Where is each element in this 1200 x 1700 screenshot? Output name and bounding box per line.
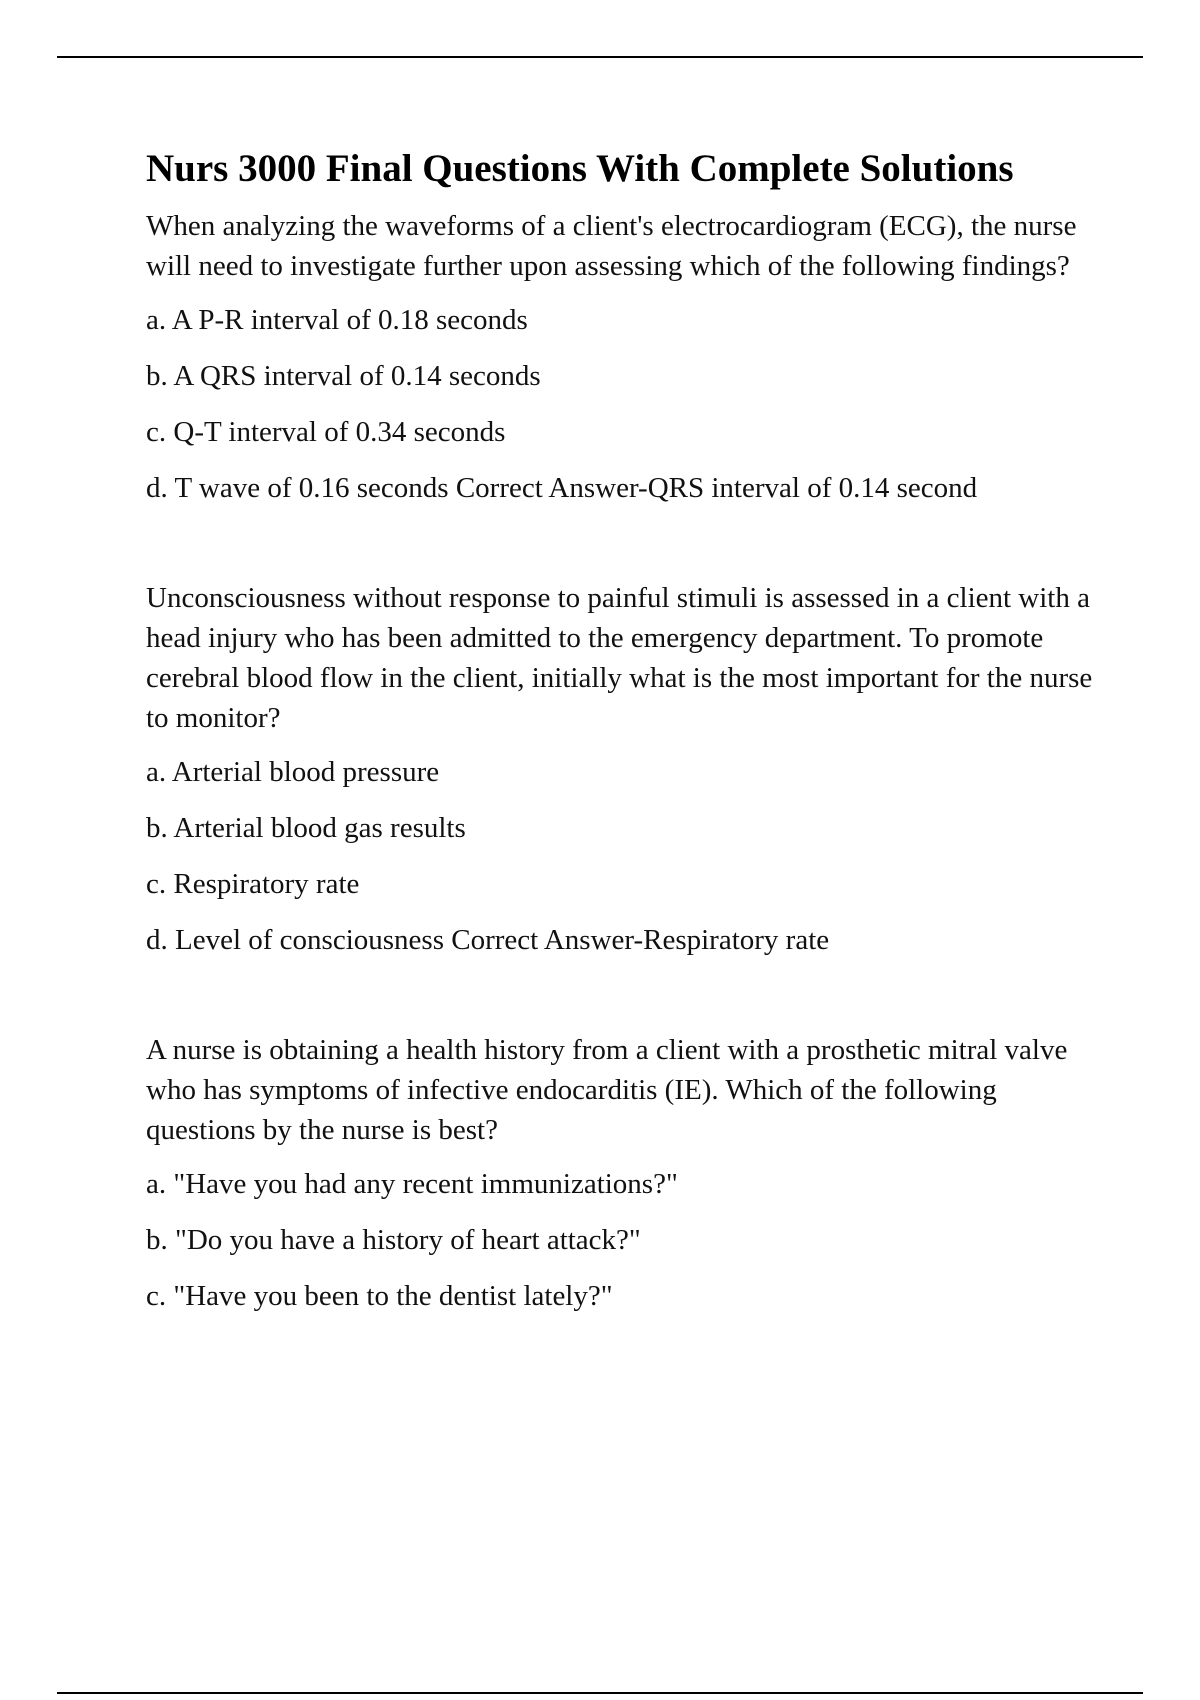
answer-option-b: b. A QRS interval of 0.14 seconds (146, 360, 541, 392)
question-text: Unconsciousness without response to painful stimuli is assessed in a client with a head injury who has been admitted to the emergency department. To promote cerebral blood flow in the client, initially what is the most important for the nurse to monitor? (146, 582, 1093, 734)
answer-option-b: b. "Do you have a history of heart attack?" (146, 1224, 641, 1256)
answer-option-d: d. Level of consciousness Correct Answer-Respiratory rate (146, 924, 830, 956)
top-rule (57, 56, 1143, 58)
answer-option-a: a. "Have you had any recent immunizations?" (146, 1168, 678, 1200)
answer-option-c: c. Q-T interval of 0.34 seconds (146, 416, 506, 448)
answer-option-c: c. "Have you been to the dentist lately?" (146, 1280, 613, 1312)
question-block-2 (146, 578, 1096, 960)
bottom-rule (57, 1692, 1143, 1694)
question-block-3 (146, 1030, 1096, 1316)
question-block-1 (146, 206, 1096, 508)
answer-option-a: a. A P-R interval of 0.18 seconds (146, 304, 528, 336)
question-text: When analyzing the waveforms of a client's electrocardiogram (ECG), the nurse will need to investigate further upon assessing which of the following findings? (146, 210, 1077, 282)
answer-option-b: b. Arterial blood gas results (146, 812, 466, 844)
answer-option-c: c. Respiratory rate (146, 868, 360, 900)
answer-option-a: a. Arterial blood pressure (146, 756, 440, 788)
page-content (146, 145, 1096, 1332)
answer-option-d: d. T wave of 0.16 seconds Correct Answer-QRS interval of 0.14 second (146, 472, 978, 504)
document-title: Nurs 3000 Final Questions With Complete Solutions (146, 147, 1014, 190)
question-text: A nurse is obtaining a health history from a client with a prosthetic mitral valve who has symptoms of infective endocarditis (IE). Which of the following questions by the nurse is best? (146, 1034, 1068, 1146)
